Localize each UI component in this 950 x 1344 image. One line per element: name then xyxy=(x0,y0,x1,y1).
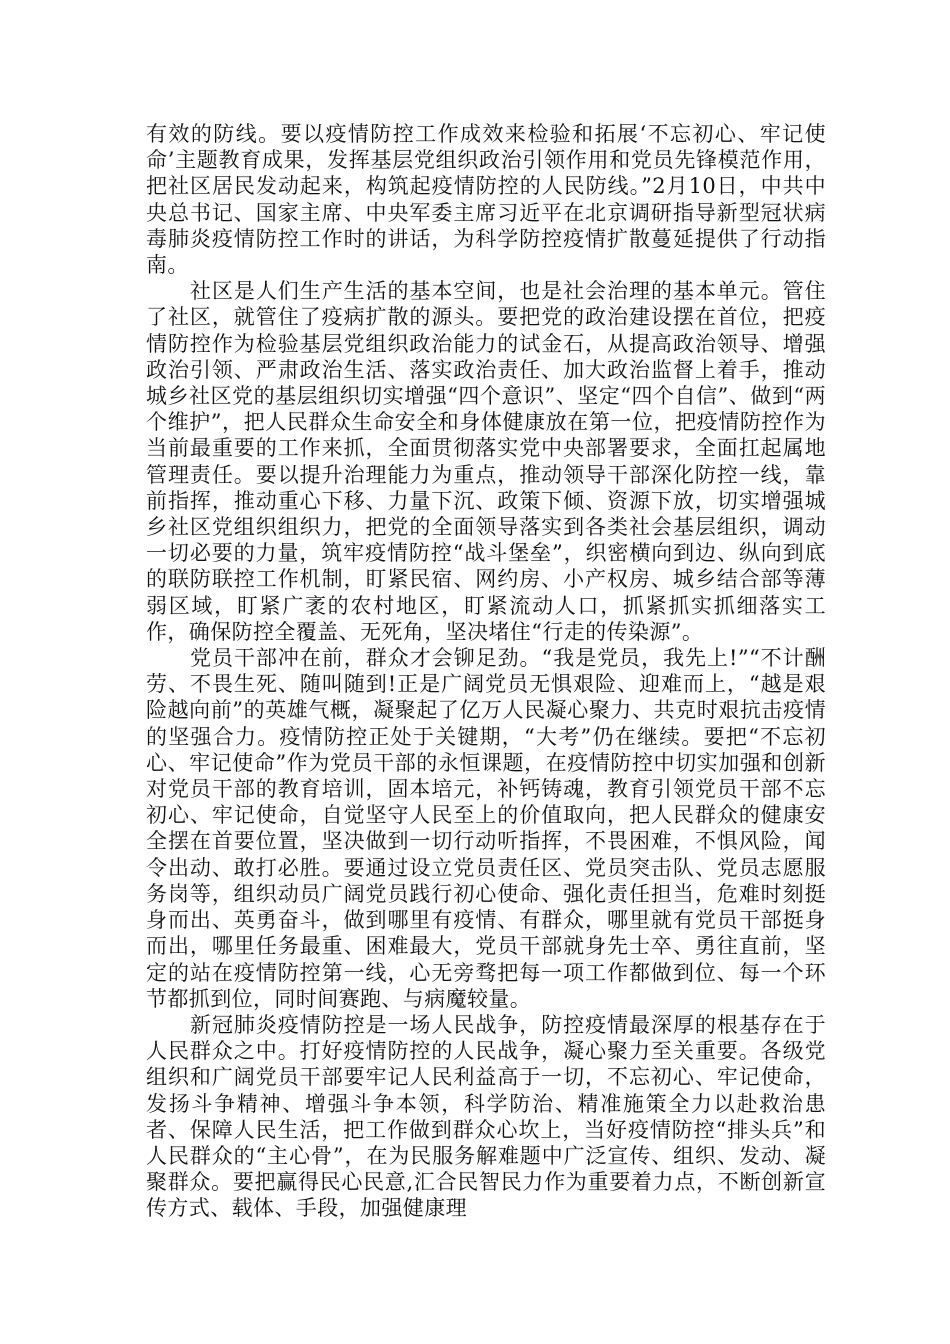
paragraph-4: 新冠肺炎疫情防控是一场人民战争，防控疫情最深厚的根基存在于人民群众之中。打好疫情防控的人民战争，凝心聚力至关重要。各级党组织和广阔党员干部要牢记人民利益高于一切，不忘初心、牢记使命，发扬斗争精神、增强斗争本领，科学防治、精准施策全力以赴救治患者、保障人民生活，把工作做到群众心坎上，当好疫情防控“排头兵”和人民群众的“主心骨”，在为民服务解难题中广泛宣传、组织、发动、凝聚群众。要把赢得民心民意,汇合民智民力作为重要着力点，不断创新宣传方式、载体、手段，加强健康理 xyxy=(146,1012,826,1221)
paragraph-3: 党员干部冲在前，群众才会铆足劲。“我是党员，我先上!”“不计酬劳、不畏生死、随叫随到!正是广阔党员无惧艰险、迎难而上，“越是艰险越向前”的英雄气概，凝聚起了亿万人民凝心聚力、共克时艰抗击疫情的坚强合力。疫情防控正处于关键期，“大考”仍在继续。要把“不忘初心、牢记使命”作为党员干部的永恒课题，在疫情防控中切实加强和创新对党员干部的教育培训，固本培元，补钙铸魂，教育引领党员干部不忘初心、牢记使命，自觉坚守人民至上的价值取向，把人民群众的健康安全摆在首要位置，坚决做到一切行动听指挥，不畏困难，不惧风险，闻令出动、敢打必胜。要通过设立党员责任区、党员突击队、党员志愿服务岗等，组织动员广阔党员践行初心使命、强化责任担当，危难时刻挺身而出、英勇奋斗，做到哪里有疫情、有群众，哪里就有党员干部挺身而出，哪里任务最重、困难最大，党员干部就身先士卒、勇往直前，坚定的站在疫情防控第一线，心无旁骛把每一项工作都做到位、每一个环节都抓到位，同时间赛跑、与病魔较量。 xyxy=(146,646,826,1011)
paragraph-1: 有效的防线。要以疫情防控工作成效来检验和拓展‘不忘初心、牢记使命’主题教育成果，发挥基层党组织政治引领作用和党员先锋模范作用，把社区居民发动起来，构筑起疫情防控的人民防线。”2月10日，中共中央总书记、国家主席、中央军委主席习近平在北京调研指导新型冠状病毒肺炎疫情防控工作时的讲话，为科学防控疫情扩散蔓延提供了行动指南。 xyxy=(146,122,826,278)
document-body xyxy=(146,121,826,1222)
paragraph-2: 社区是人们生产生活的基本空间，也是社会治理的基本单元。管住了社区，就管住了疫病扩散的源头。要把党的政治建设摆在首位，把疫情防控作为检验基层党组织政治能力的试金石，从提高政治领导、增强政治引领、严肃政治生活、落实政治责任、加大政治监督上着手，推动城乡社区党的基层组织切实增强“四个意识”、坚定“四个自信”、做到“两个维护”，把人民群众生命安全和身体健康放在第一位，把疫情防控作为当前最重要的工作来抓，全面贯彻落实党中央部署要求，全面扛起属地管理责任。要以提升治理能力为重点，推动领导干部深化防控一线，靠前指挥，推动重心下移、力量下沉、政策下倾、资源下放，切实增强城乡社区党组织组织力，把党的全面领导落实到各类社会基层组织，调动一切必要的力量，筑牢疫情防控“战斗堡垒”，织密横向到边、纵向到底的联防联控工作机制，盯紧民宿、网约房、小产权房、城乡结合部等薄弱区域，盯紧广袤的农村地区，盯紧流动人口，抓紧抓实抓细落实工作，确保防控全覆盖、无死角，坚决堵住“行走的传染源”。 xyxy=(146,279,826,644)
